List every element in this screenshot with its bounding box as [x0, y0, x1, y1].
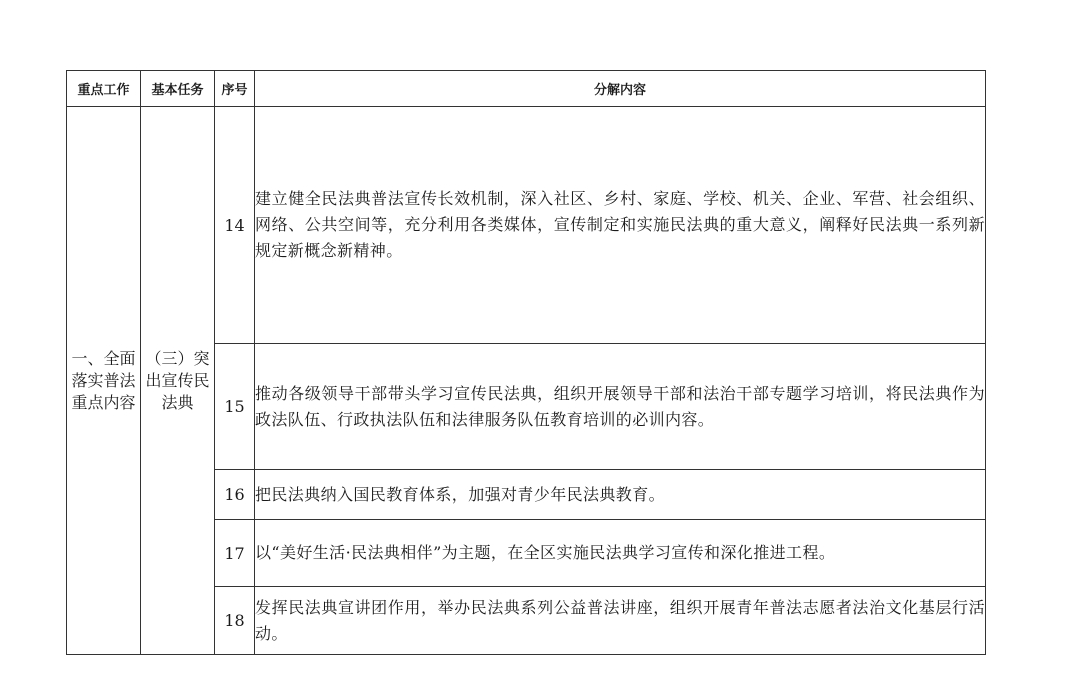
header-key-work: 重点工作 — [67, 71, 141, 107]
row-number: 18 — [215, 587, 255, 655]
header-content: 分解内容 — [255, 71, 986, 107]
row-number: 15 — [215, 344, 255, 470]
row-content: 发挥民法典宣讲团作用，举办民法典系列公益普法讲座，组织开展青年普法志愿者法治文化基层行活动。 — [255, 587, 986, 655]
header-seq: 序号 — [215, 71, 255, 107]
row-number: 14 — [215, 107, 255, 344]
basic-task-cell: （三）突出宣传民法典 — [141, 107, 215, 655]
row-content: 把民法典纳入国民教育体系，加强对青少年民法典教育。 — [255, 470, 986, 520]
row-content: 以“美好生活·民法典相伴”为主题，在全区实施民法典学习宣传和深化推进工程。 — [255, 520, 986, 587]
header-row — [67, 71, 986, 107]
row-content: 建立健全民法典普法宣传长效机制，深入社区、乡村、家庭、学校、机关、企业、军营、社会组织、网络、公共空间等，充分利用各类媒体，宣传制定和实施民法典的重大意义，阐释好民法典一系列新规定新概念新精神。 — [255, 107, 986, 344]
row-number: 17 — [215, 520, 255, 587]
task-table — [66, 70, 986, 655]
header-basic-task: 基本任务 — [141, 71, 215, 107]
table-row — [67, 107, 986, 344]
row-number: 16 — [215, 470, 255, 520]
row-content: 推动各级领导干部带头学习宣传民法典，组织开展领导干部和法治干部专题学习培训，将民法典作为政法队伍、行政执法队伍和法律服务队伍教育培训的必训内容。 — [255, 344, 986, 470]
key-work-cell: 一、全面落实普法重点内容 — [67, 107, 141, 655]
